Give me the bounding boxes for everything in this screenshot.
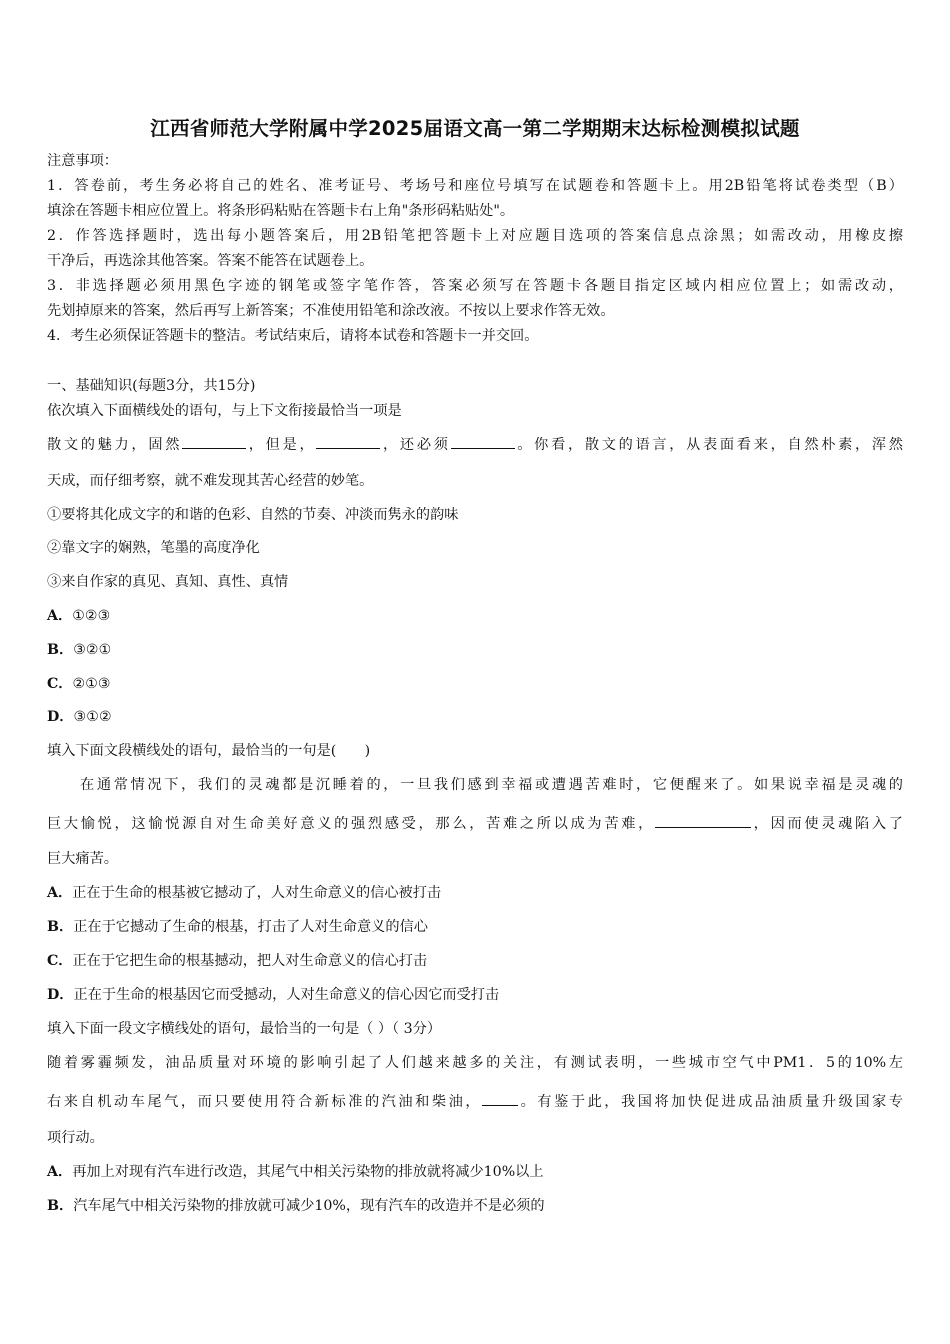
q1-option-d-letter: D．: [47, 709, 74, 725]
q1-text-a: 散文的魅力，固然: [47, 437, 183, 453]
q1-passage-line-2: 天成，而仔细考察，就不难发现其苦心经营的妙笔。: [47, 473, 374, 489]
q3-option-a: [47, 1162, 544, 1182]
notice-item-3-line-1: 3．非选择题必须用黑色字迹的钢笔或签字笔作答，答案必须写在答题卡各题目指定区域内相应位置上；如需改动，: [47, 278, 903, 294]
q1-option-b-text: ③②①: [73, 642, 112, 658]
q3-passage-line-3: 项行动。: [47, 1130, 104, 1146]
q3-option-a-text: 再加上对现有汽车进行改造，其尾气中相关污染物的排放就将减少10%以上: [72, 1164, 544, 1180]
exam-title: 江西省师范大学附属中学2025届语文高一第二学期期末达标检测模拟试题: [150, 117, 800, 140]
notice-item-3-line-2: 先划掉原来的答案，然后再写上新答案；不准使用铅笔和涂改液。不按以上要求作答无效。: [47, 303, 615, 319]
q2-option-a-text: 正在于生命的根基被它撼动了，人对生命意义的信心被打击: [72, 885, 442, 901]
q1-option-c: [47, 674, 111, 694]
q1-stem: 依次填入下面横线处的语句，与上下文衔接最恰当一项是: [47, 403, 402, 419]
q2-option-a: [47, 883, 441, 903]
q2-stem: 填入下面文段横线处的语句，最恰当的一句是( ): [47, 743, 371, 759]
q2-option-c-text: 正在于它把生命的根基撼动，把人对生命意义的信心打击: [72, 953, 428, 969]
q3-passage-line-2: [47, 1091, 903, 1112]
q1-blank-3: [451, 434, 515, 449]
q1-option-d: [47, 707, 112, 727]
q2-text-b: ，因而使灵魂陷入了: [750, 816, 903, 832]
q3-option-b-letter: B．: [47, 1198, 74, 1214]
q1-option-c-text: ②①③: [72, 676, 111, 692]
q1-option-b-letter: B．: [47, 642, 74, 658]
q1-option-a-text: ①②③: [72, 608, 111, 624]
q1-sentence-2: ②靠文字的娴熟，笔墨的高度净化: [47, 540, 260, 556]
notice-item-1-line-2: 填涂在答题卡相应位置上。将条形码粘贴在答题卡右上角"条形码粘贴处"。: [47, 203, 515, 219]
q2-option-b-text: 正在于它撼动了生命的根基，打击了人对生命意义的信心: [73, 919, 428, 935]
q1-text-c: ，还必须: [380, 437, 451, 453]
q3-text-b: 。有鉴于此，我国将加快促进成品油质量升级国家专: [518, 1094, 903, 1110]
q1-option-b: [47, 640, 111, 660]
q1-blank-2: [316, 434, 380, 449]
q2-option-b-letter: B．: [47, 919, 74, 935]
q3-passage-line-1: 随着雾霾频发，油品质量对环境的影响引起了人们越来越多的关注，有测试表明，一些城市空气中PM1．5的10%左: [47, 1055, 903, 1071]
notice-heading: 注意事项：: [47, 153, 118, 169]
q1-option-d-text: ③①②: [73, 709, 112, 725]
q3-text-a: 右来自机动车尾气，而只要使用符合新标准的汽油和柴油，: [47, 1094, 483, 1110]
q2-option-d-text: 正在于生命的根基因它而受撼动，人对生命意义的信心因它而受打击: [73, 987, 500, 1003]
q3-option-a-letter: A．: [47, 1164, 73, 1180]
q2-blank: [655, 813, 751, 828]
section-heading: 一、基础知识(每题3分，共15分): [47, 378, 256, 394]
q1-text-d: 。你看，散文的语言，从表面看来，自然朴素，浑然: [514, 437, 903, 453]
q2-option-d-letter: D．: [47, 987, 74, 1003]
q1-sentence-3: ③来自作家的真见、真知、真性、真情: [47, 574, 289, 590]
q2-option-b: [47, 917, 428, 937]
q3-option-b: [47, 1196, 545, 1216]
q1-option-a: [47, 606, 110, 626]
q1-text-b: ，但是，: [246, 437, 317, 453]
q2-option-d: [47, 985, 499, 1005]
notice-item-4: 4．考生必须保证答题卡的整洁。考试结束后，请将本试卷和答题卡一并交回。: [47, 328, 539, 344]
notice-item-2-line-1: 2．作答选择题时，选出每小题答案后，用2B铅笔把答题卡上对应题目选项的答案信息点涂黑；如需改动，用橡皮擦: [47, 228, 903, 244]
q2-option-c-letter: C．: [47, 953, 73, 969]
q2-option-c: [47, 951, 427, 971]
q2-passage-line-2: [47, 813, 903, 834]
q2-option-a-letter: A．: [47, 885, 73, 901]
q3-stem: 填入下面一段文字横线处的语句，最恰当的一句是（ ）（ 3分）: [47, 1021, 442, 1037]
q1-blank-1: [182, 434, 246, 449]
q2-text-a: 巨大愉悦，这愉悦源自对生命美好意义的强烈感受，那么，苦难之所以成为苦难，: [47, 816, 655, 832]
q1-option-a-letter: A．: [47, 608, 73, 624]
q1-sentence-1: ①要将其化成文字的和谐的色彩、自然的节奏、冲淡而隽永的韵味: [47, 507, 459, 523]
notice-item-2-line-2: 干净后，再选涂其他答案。答案不能答在试题卷上。: [47, 253, 374, 269]
q1-option-c-letter: C．: [47, 676, 73, 692]
notice-item-1-line-1: 1．答卷前，考生务必将自己的姓名、准考证号、考场号和座位号填写在试题卷和答题卡上。用2B铅笔将试卷类型（B）: [47, 178, 903, 194]
q2-passage-line-1: 在通常情况下，我们的灵魂都是沉睡着的，一旦我们感到幸福或遭遇苦难时，它便醒来了。如果说幸福是灵魂的: [80, 777, 903, 793]
q1-passage-line-1: [47, 434, 903, 455]
q3-blank: [482, 1091, 518, 1106]
q3-option-b-text: 汽车尾气中相关污染物的排放就可减少10%，现有汽车的改造并不是必须的: [73, 1198, 545, 1214]
q2-passage-line-3: 巨大痛苦。: [47, 851, 118, 867]
